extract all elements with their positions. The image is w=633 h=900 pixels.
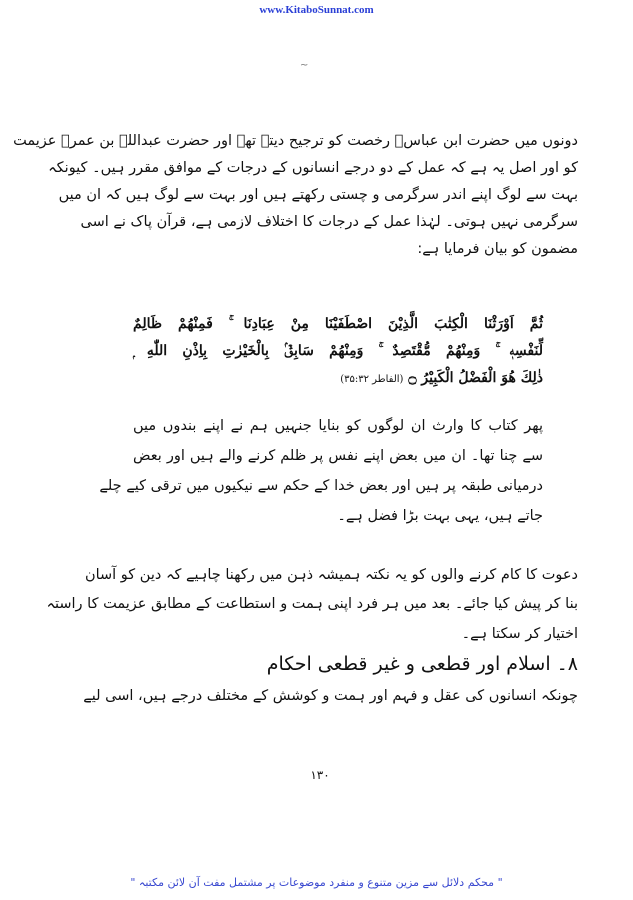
text-line: اختیار کر سکتا ہے۔ (461, 626, 578, 642)
translation-line: پھر کتاب کا وارث ان لوگوں کو بنایا جنہیں ہم نے اپنے بندوں میں (133, 418, 543, 434)
translation-line: جاتے ہیں، یہی بہت بڑا فضل ہے۔ (337, 508, 543, 524)
quran-line: ثُمَّ اَوْرَثْنَا الْكِتٰبَ الَّذِيْنَ اصْطَفَيْنَا مِنْ عِبَادِنَا ۚ فَمِنْهُمْ ظَالِمٌ (133, 316, 543, 332)
translation-line: سے چنا تھا۔ ان میں بعض اپنے نفس پر ظلم کرنے والے ہیں اور بعض (133, 448, 543, 464)
text-line: کو اور اصل یہ ہے کہ عمل کے دو درجے انسانوں کے درجات کے موافق مقرر ہیں۔ کیونکہ (48, 160, 578, 176)
page-number: ۱۳۰ (310, 768, 330, 782)
scan-mark: ~ (300, 60, 309, 71)
text-line: سرگرمی نہیں ہوتی۔ لہٰذا عمل کے درجات کا اختلاف لازمی ہے، قرآن پاک نے اسی (80, 214, 578, 230)
text-line: بنا کر پیش کیا جائے۔ بعد میں ہر فرد اپنی ہمت و استطاعت کے مطابق عزیمت کا راستہ (46, 596, 578, 612)
text-line: مضمون کو بیان فرمایا ہے: (417, 241, 578, 257)
quran-verse-end: ذٰلِكَ هُوَ الْفَضْلُ الْكَبِيْرُ ۝ (408, 370, 543, 386)
text-line: دعوت کا کام کرنے والوں کو یہ نکتہ ہمیشہ ذہن میں رکھنا چاہیے کہ دین کو آسان (84, 567, 578, 583)
quran-line: لِّنَفْسِهٖ ۚ وَمِنْهُمْ مُّقْتَصِدٌ ۚ وَمِنْهُمْ سَابِقٌۢ بِالْخَيْرٰتِ بِاِذْنِ اللّٰهِ ۭ (133, 343, 543, 359)
website-header: www.KitaboSunnat.com (259, 4, 374, 16)
section-heading: ۸۔ اسلام اور قطعی و غیر قطعی احکام (266, 653, 578, 675)
text-line: دونوں میں حضرت ابن عباسؓ رخصت کو ترجیح دیتے تھے اور حضرت عبداللہ بن عمرؓ عزیمت (13, 133, 578, 149)
text-line: چونکہ انسانوں کی عقل و فہم اور ہمت و کوشش کے مختلف درجے ہیں، اسی لیے (83, 688, 578, 704)
quran-reference: (الفاطر ۳۵:۳۲) (340, 374, 404, 385)
text-line: بہت سے لوگ اپنے اندر سرگرمی و چستی رکھتے ہیں اور بہت سے لوگ ہیں کہ ان میں (58, 187, 578, 203)
footer-tagline: " محکم دلائل سے مزین متنوع و منفرد موضوعات پر مشتمل مفت آن لائن مکتبہ " (130, 876, 503, 889)
translation-line: درمیانی طبقہ پر ہیں اور بعض خدا کے حکم سے نیکیوں میں ترقی کیے چلے (99, 478, 543, 494)
quran-line (133, 368, 543, 390)
